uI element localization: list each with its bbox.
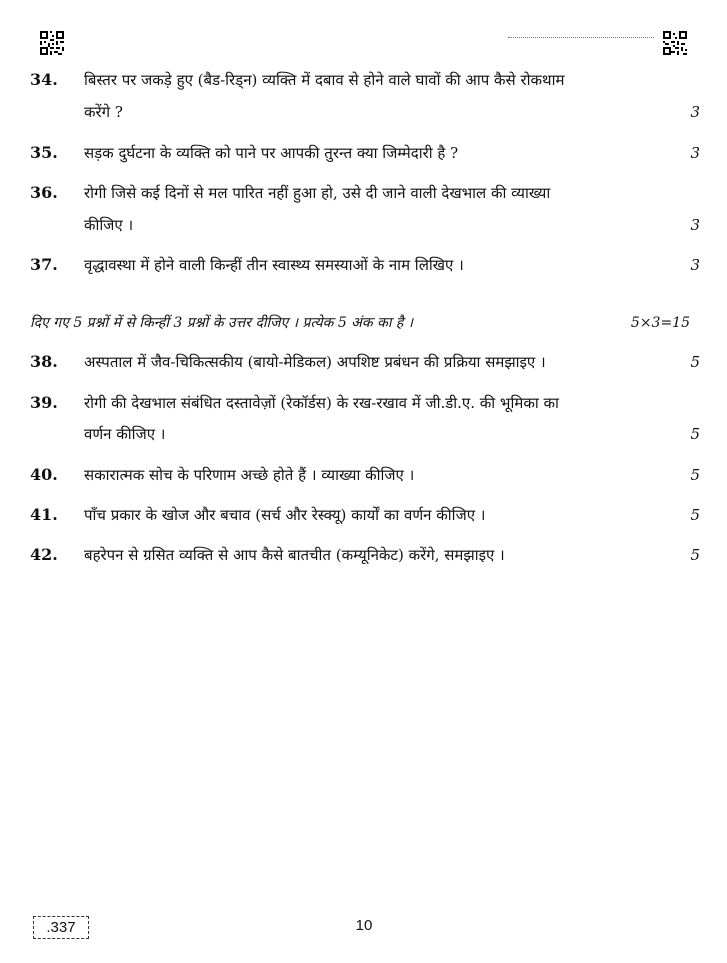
qr-code-icon bbox=[663, 31, 687, 55]
question-marks: 5 bbox=[690, 425, 700, 443]
question-text: बिस्तर पर जकड़े हुए (बैड-रिड्न) व्यक्ति में दबाव से होने वाले घावों की आप कैसे रोकथाम bbox=[84, 71, 565, 89]
question-text: वृद्धावस्था में होने वाली किन्हीं तीन स्वास्थ्य समस्याओं के नाम लिखिए । bbox=[84, 256, 464, 274]
question-marks: 5 bbox=[690, 353, 700, 371]
question-number: 39. bbox=[30, 393, 58, 412]
instruction-text: दिए गए 5 प्रश्नों में से किन्हीं 3 प्रश्नों के उत्तर दीजिए । प्रत्येक 5 अंक का है । bbox=[30, 315, 414, 331]
question-marks: 5 bbox=[690, 466, 700, 484]
question-text: सकारात्मक सोच के परिणाम अच्छे होते हैं । व्याख्या कीजिए । bbox=[84, 466, 415, 484]
question-text-continued: वर्णन कीजिए । bbox=[84, 425, 166, 443]
question-text: रोगी जिसे कई दिनों से मल पारित नहीं हुआ हो, उसे दी जाने वाली देखभाल की व्याख्या bbox=[84, 184, 551, 202]
question-text: रोगी की देखभाल संबंधित दस्तावेज़ों (रेकॉर्डस) के रख-रखाव में जी.डी.ए. की भूमिका का bbox=[84, 394, 559, 412]
question-marks: 3 bbox=[690, 144, 700, 162]
question-text: बहरेपन से ग्रसित व्यक्ति से आप कैसे बातचीत (कम्यूनिकेट) करेंगे, समझाइए । bbox=[84, 546, 505, 564]
section-instruction bbox=[30, 312, 690, 334]
question-marks: 3 bbox=[690, 216, 700, 234]
question-text: सड़क दुर्घटना के व्यक्ति को पाने पर आपकी तुरन्त क्या जिम्मेदारी है ? bbox=[84, 144, 459, 162]
question-number: 38. bbox=[30, 352, 58, 371]
question-text-continued: कीजिए । bbox=[84, 216, 134, 234]
question-number: 36. bbox=[30, 183, 58, 202]
page-number: 10 bbox=[355, 917, 373, 934]
question-number: 37. bbox=[30, 255, 58, 274]
question-number: 41. bbox=[30, 505, 58, 524]
question-text-continued: करेंगे ? bbox=[84, 103, 123, 121]
question-marks: 3 bbox=[690, 256, 700, 274]
question-number: 34. bbox=[30, 70, 58, 89]
question-number: 42. bbox=[30, 545, 58, 564]
question-marks: 5 bbox=[690, 546, 700, 564]
qr-code-icon bbox=[40, 31, 64, 55]
question-text: पाँच प्रकार के खोज और बचाव (सर्च और रेस्क्यू) कार्यों का वर्णन कीजिए । bbox=[84, 506, 486, 524]
question-number: 40. bbox=[30, 465, 58, 484]
question-text: अस्पताल में जैव-चिकित्सकीय (बायो-मेडिकल) अपशिष्ट प्रबंधन की प्रक्रिया समझाइए । bbox=[84, 353, 546, 371]
question-marks: 5 bbox=[690, 506, 700, 524]
question-number: 35. bbox=[30, 143, 58, 162]
header-dotted-rule bbox=[508, 37, 654, 38]
question-marks: 3 bbox=[690, 103, 700, 121]
paper-code: .337 bbox=[33, 916, 89, 939]
section-marks: 5×3=15 bbox=[630, 315, 690, 331]
